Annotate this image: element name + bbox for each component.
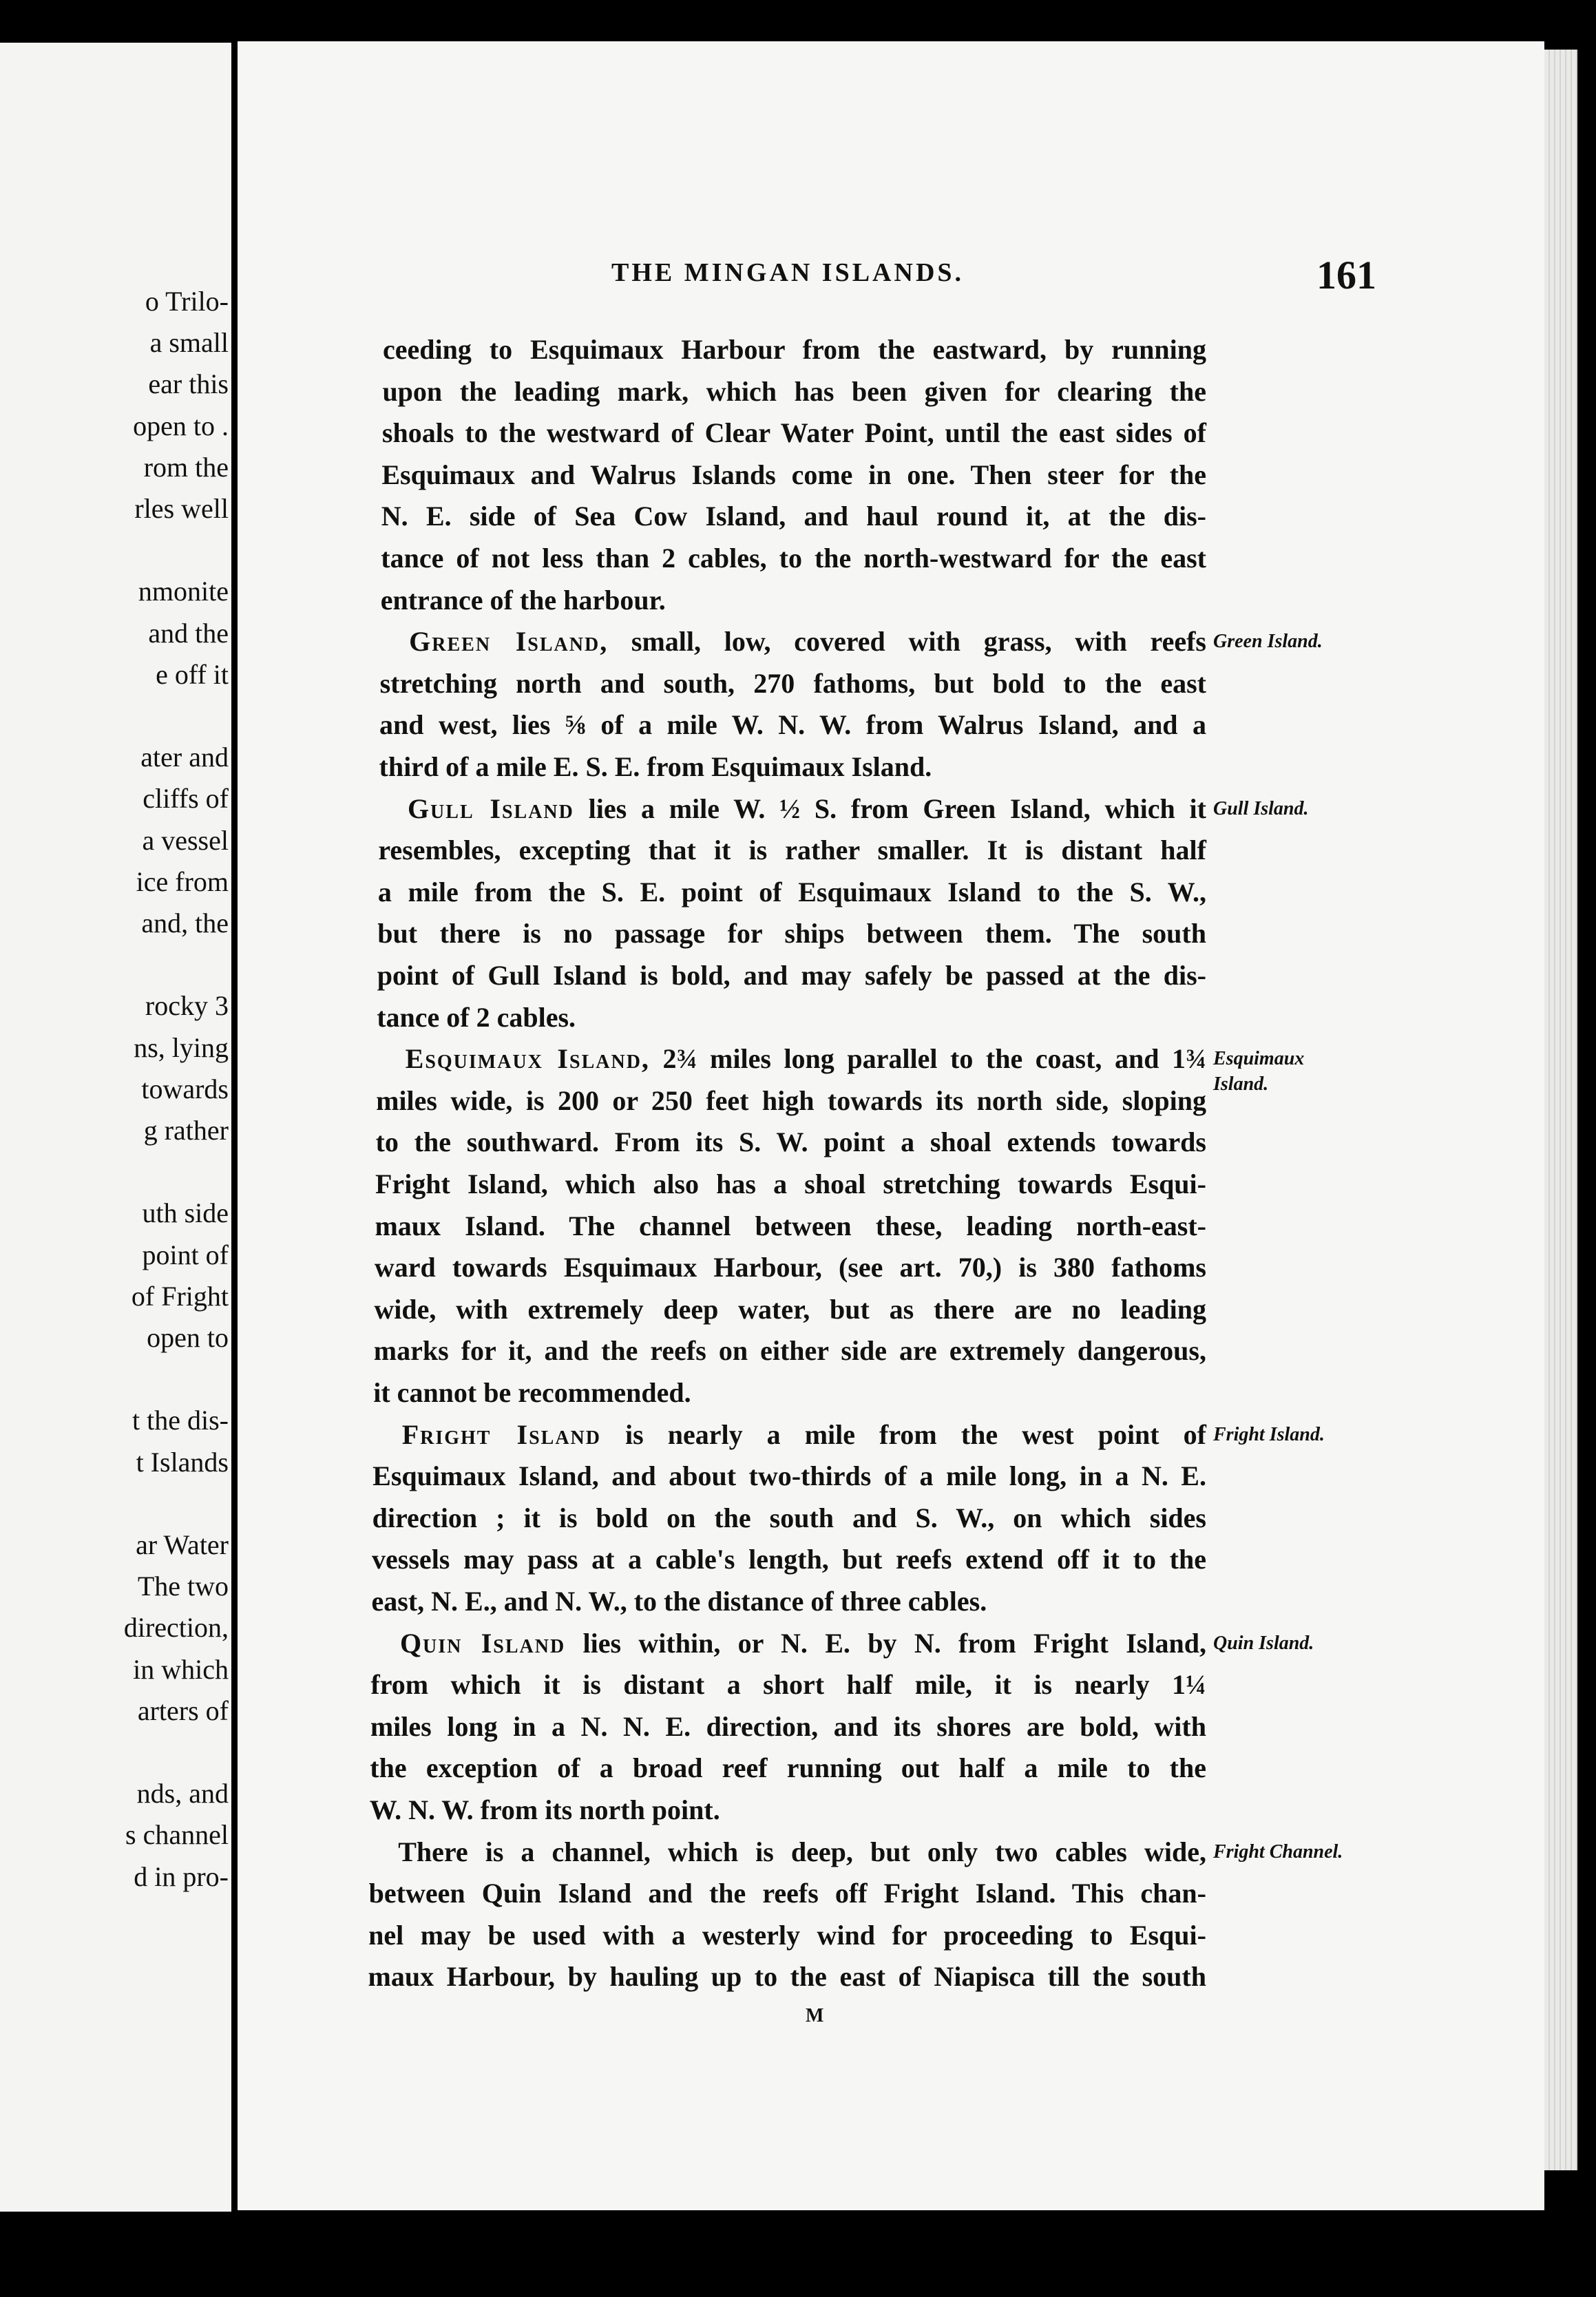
line-text: tance of not less than 2 cables, to the north-westward for the east [381,543,1206,574]
text-line [383,333,1206,366]
left-page-line: ear this [148,368,229,400]
line-text: vessels may pass at a cable's length, but reefs extend off it to the [372,1544,1206,1575]
line-text: 2¾ miles long parallel to the coast, and 1¾ [649,1043,1206,1075]
line-text: maux Harbour, by hauling up to the east of Niapisca till the south [368,1961,1206,1993]
entry-heading: Fright Island [401,1418,601,1450]
left-page-line: rles well [134,493,229,524]
line-text: resembles, excepting that it is rather smaller. It is distant half [378,835,1206,866]
left-page-line: open to . [133,410,229,441]
left-page-line: cliffs of [143,783,229,815]
text-line [379,709,1206,742]
margin-note: Island. [1213,1073,1269,1095]
text-line [402,1418,1206,1451]
text-line [381,459,1206,492]
text-line [400,1627,1206,1660]
entry-heading: Esquimaux Island, [405,1043,650,1075]
page-number: 161 [1316,253,1376,297]
left-page-line: t the dis- [132,1405,229,1436]
text-line [372,1585,1207,1618]
line-text: miles long in a N. N. E. direction, and its shores are bold, with [370,1710,1206,1742]
text-line [370,1668,1206,1701]
line-text: W. N. W. from its north point. [369,1794,720,1825]
text-line [370,1752,1206,1785]
text-line [409,625,1206,658]
text-line [408,793,1206,826]
text-line [374,1293,1206,1326]
text-line [372,1460,1206,1493]
signature-mark: M [806,2005,824,2026]
line-text: third of a mile E. S. E. from Esquimaux Island. [379,751,932,782]
text-line [381,542,1206,575]
left-page-line: ater and [140,742,229,773]
line-text: miles wide, is 200 or 250 feet high towards its north side, sloping [376,1084,1206,1116]
line-text: wide, with extremely deep water, but as there are no leading [374,1293,1206,1325]
left-page-line: ice from [136,866,229,897]
line-text: nel may be used with a westerly wind for proceeding to Esqui- [368,1919,1206,1951]
left-page-line: o Trilo- [145,286,229,317]
line-text: There is a channel, which is deep, but only two cables wide, [398,1836,1206,1867]
entry-heading: Quin Island [399,1627,566,1659]
margin-note: Quin Island. [1213,1632,1314,1654]
left-page-line: d in pro- [134,1860,229,1892]
line-text: to the southward. From its S. W. point a shoal extends towards [375,1126,1206,1158]
text-line [372,1502,1206,1535]
margin-note: Gull Island. [1213,797,1309,819]
line-text: Fright Island, which also has a shoal stretching towards Esqui- [375,1168,1206,1199]
text-line [406,1042,1206,1076]
text-line [372,1543,1206,1576]
text-line [368,1960,1206,1993]
left-page-line: The two [137,1571,229,1602]
left-page-line: in which [133,1653,229,1685]
left-page-line: and the [148,617,229,649]
left-page-line: open to [147,1322,229,1353]
text-line [374,1334,1206,1367]
text-line [377,1001,1206,1034]
left-page-line: ns, lying [134,1031,229,1063]
entry-heading: Green Island, [409,626,609,658]
text-line [381,500,1206,533]
left-facing-page [0,43,231,2212]
line-text: is nearly a mile from the west point of [601,1418,1206,1450]
page-edge-stack [1544,50,1577,2170]
line-text: tance of 2 cables. [377,1001,576,1033]
text-line [379,751,1207,784]
line-text: direction ; it is bold on the south and S. W., on which sides [372,1502,1206,1533]
text-line [375,1210,1206,1243]
line-text: point of Gull Island is bold, and may safely be passed at the dis- [377,960,1206,991]
left-page-line: a vessel [142,824,229,856]
text-line [378,876,1206,909]
line-text: entrance of the harbour. [380,584,666,616]
line-text: upon the leading mark, which has been given for clearing the [382,375,1206,407]
left-page-line: t Islands [136,1446,229,1478]
line-text: and west, lies ⅝ of a mile W. N. W. from Walrus Island, and a [379,709,1206,741]
line-text: the exception of a broad reef running out half a mile to the [370,1752,1206,1784]
text-line [377,917,1206,950]
left-page-line: g rather [143,1115,229,1146]
left-page-line: towards [141,1073,229,1104]
left-page-line: point of [142,1239,229,1270]
line-text: but there is no passage for ships between them. The south [377,918,1206,950]
left-page-line: nmonite [138,576,229,607]
line-text: maux Island. The channel between these, leading north-east- [375,1210,1206,1241]
text-line [375,1251,1206,1284]
line-text: it cannot be recommended. [373,1377,691,1408]
text-line [368,1919,1206,1952]
text-line [370,1710,1206,1743]
text-line [398,1836,1206,1869]
line-text: shoals to the westward of Clear Water Point, until the east sides of [381,417,1206,449]
text-line [376,1126,1206,1159]
margin-note: Fright Channel. [1213,1840,1343,1863]
left-page-line: rocky 3 [145,990,229,1022]
line-text: N. E. side of Sea Cow Island, and haul round it, at the dis- [381,501,1206,532]
text-line [382,375,1206,408]
left-page-line: nds, and [136,1778,229,1810]
margin-note: Green Island. [1213,631,1323,653]
line-text: lies within, or N. E. by N. from Fright Island, [565,1627,1206,1659]
text-line [381,584,1206,617]
line-text: Esquimaux and Walrus Islands come in one. Then steer for the [381,459,1206,490]
text-line [382,417,1206,450]
text-line [373,1376,1206,1409]
line-text: stretching north and south, 270 fathoms, but bold to the east [379,667,1206,699]
left-page-line: s channel [125,1819,229,1851]
left-page-line: rom the [143,451,229,483]
line-text: from which it is distant a short half mile, it is nearly 1¼ [370,1669,1206,1701]
left-page-line: uth side [142,1197,229,1229]
entry-heading: Gull Island [407,793,574,824]
left-page-line: ar Water [136,1529,229,1560]
text-line [370,1794,1206,1827]
text-line [377,959,1206,992]
margin-note: Esquimaux [1213,1048,1305,1070]
margin-note: Fright Island. [1213,1423,1325,1445]
line-text: ward towards Esquimaux Harbour, (see art. 70,) is 380 fathoms [374,1252,1206,1283]
line-text: lies a mile W. ½ S. from Green Island, which it [574,793,1206,824]
left-page-line: arters of [137,1695,229,1726]
line-text: a mile from the S. E. point of Esquimaux Island to the S. W., [377,876,1206,908]
running-header: THE MINGAN ISLANDS. [611,258,965,287]
text-line [380,667,1206,700]
left-page-line: of Fright [131,1280,229,1312]
left-page-line: and, the [141,908,229,938]
text-line [378,834,1206,867]
line-text: small, low, covered with grass, with reefs [608,626,1206,658]
line-text: Esquimaux Island, and about two-thirds of a mile long, in a N. E. [372,1460,1206,1492]
left-page-line: direction, [123,1612,229,1644]
left-page-line: a small [149,327,229,359]
line-text: ceeding to Esquimaux Harbour from the eastward, by running [383,334,1206,365]
text-line [369,1877,1206,1910]
line-text: between Quin Island and the reefs off Fright Island. This chan- [368,1878,1206,1909]
text-line [375,1168,1206,1201]
line-text: east, N. E., and N. W., to the distance of three cables. [371,1586,987,1617]
line-text: marks for it, and the reefs on either side are extremely dangerous, [373,1335,1206,1367]
text-line [376,1084,1206,1118]
left-page-line: e off it [156,658,229,690]
